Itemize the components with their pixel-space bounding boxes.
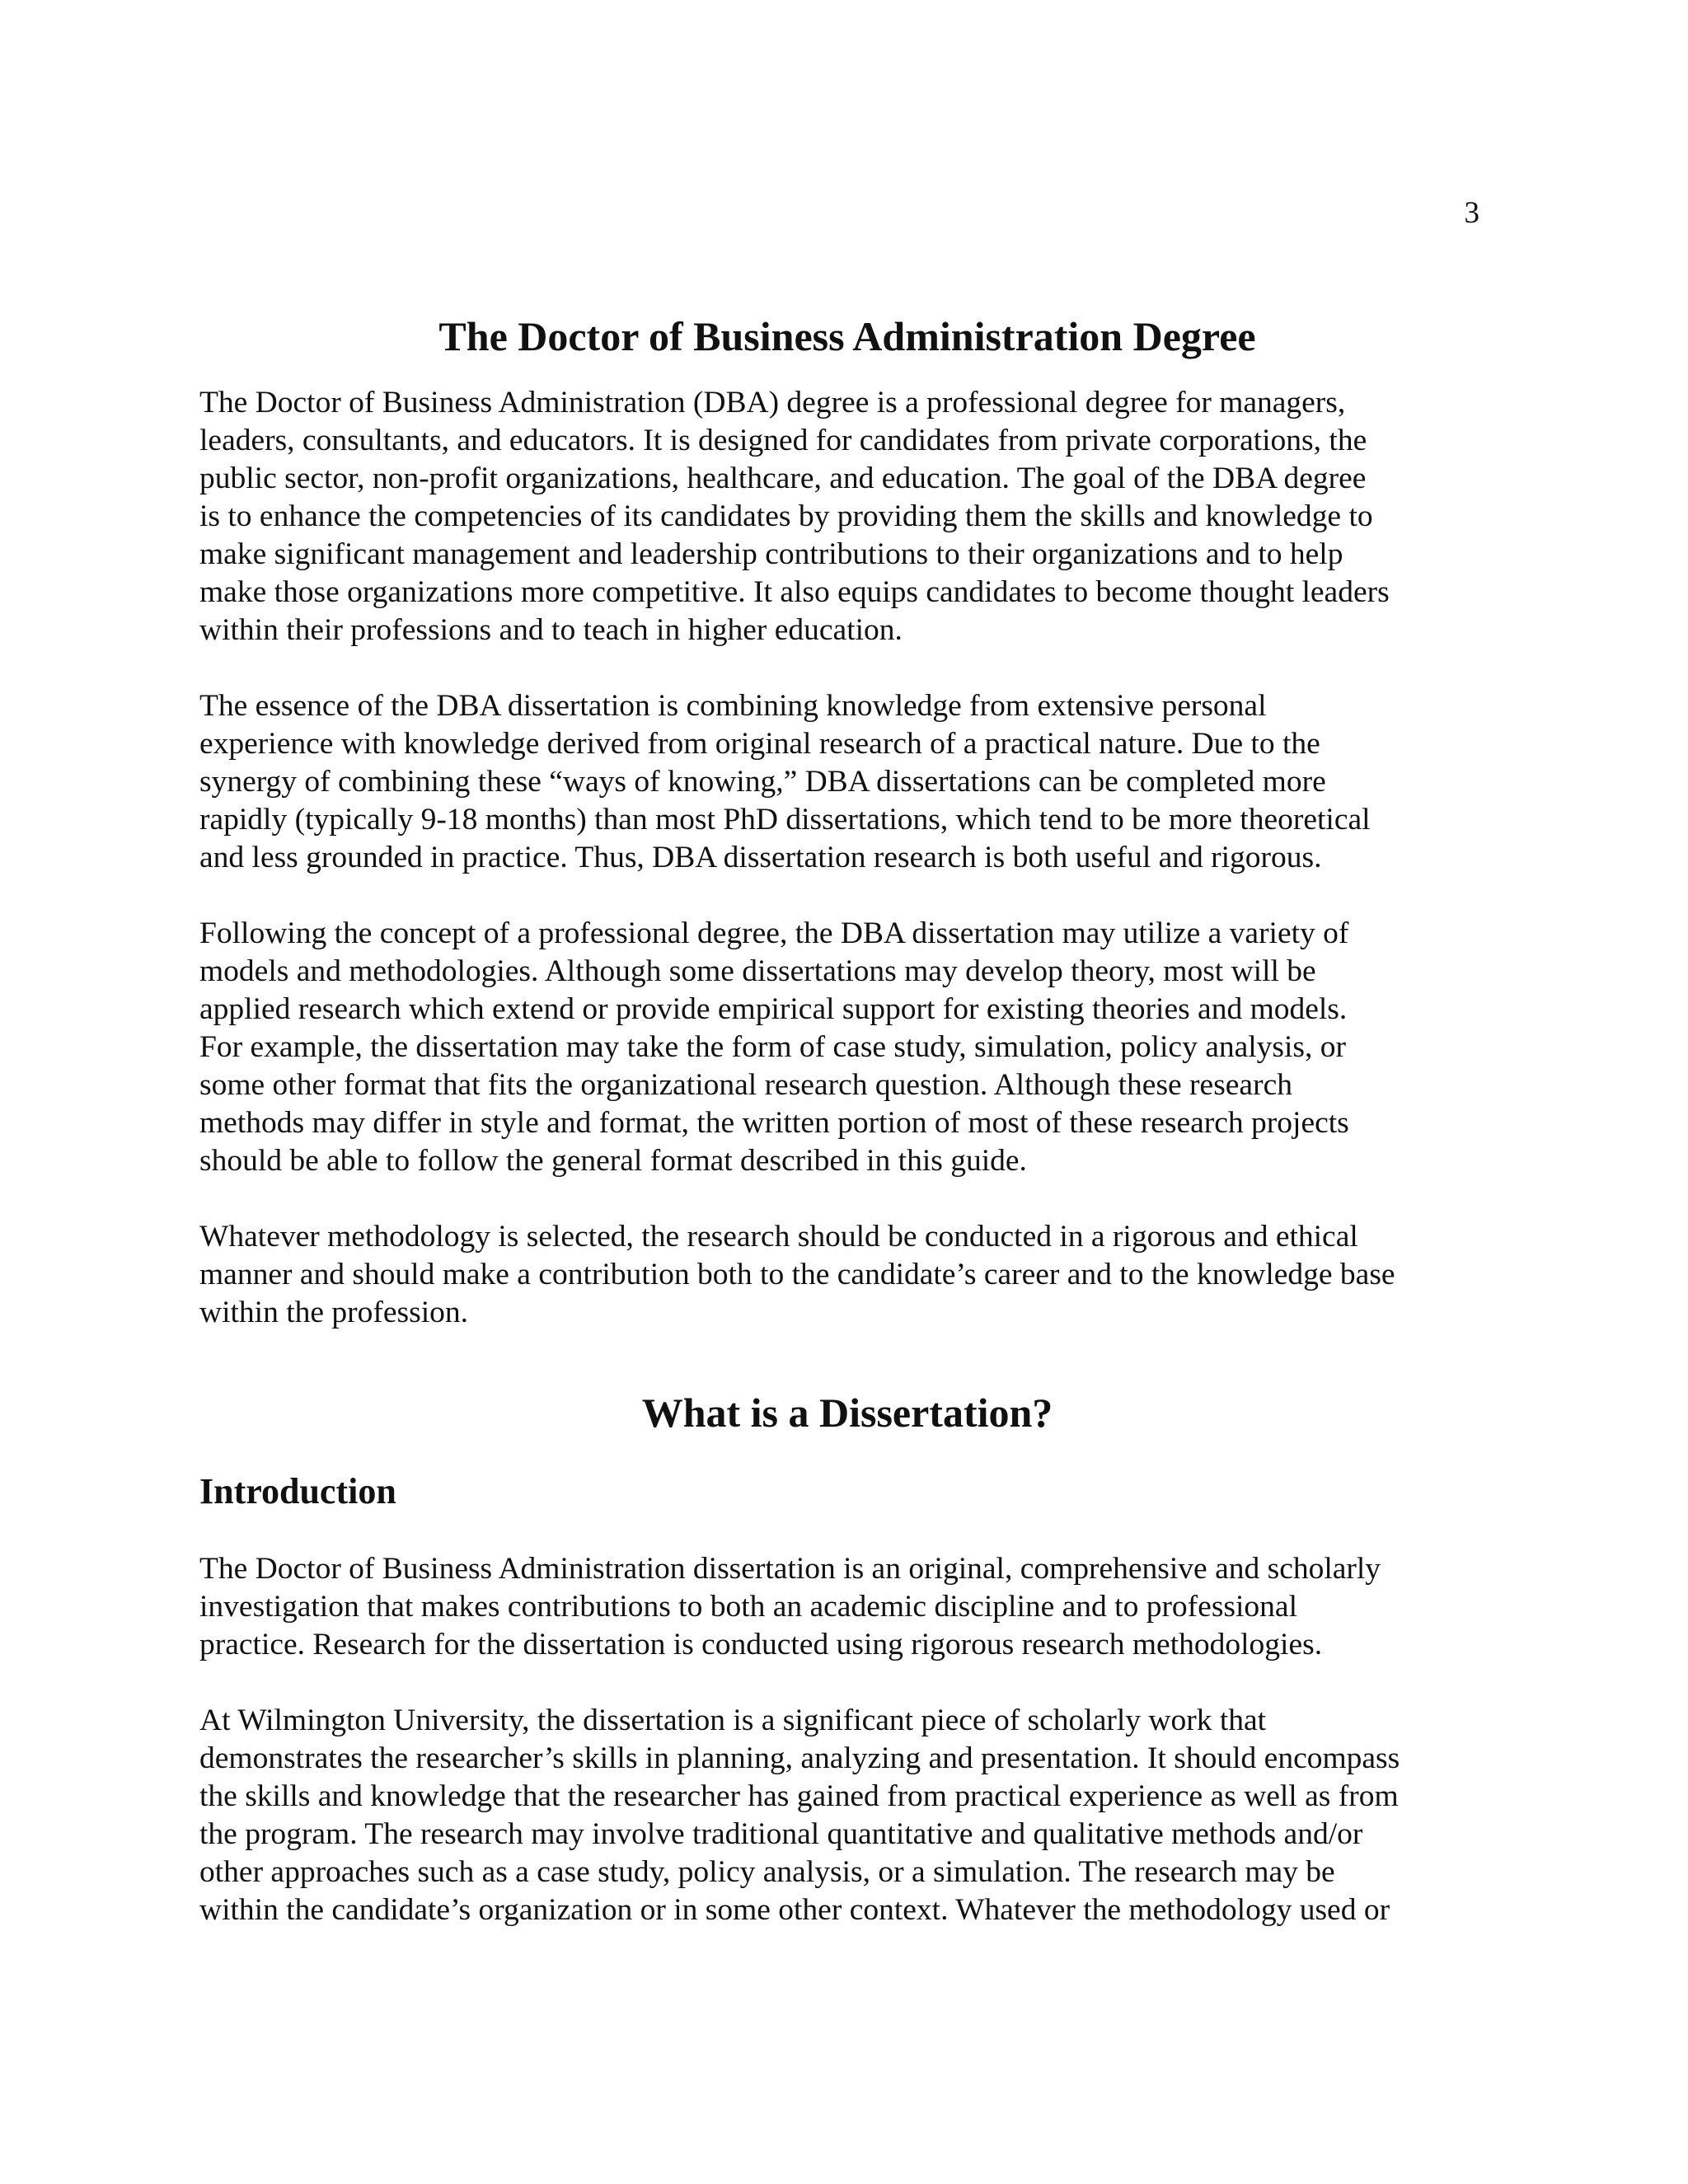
paragraph-dba-definition: The Doctor of Business Administration (DBA) degree is a professional degree for managers, leaders, consultants, and educators. It is designed for candidates from private corporations, the public sector, non-profit organizations, healthcare, and education. The goal of the DBA degree is to enhance the competencies of its candidates by providing them the skills and knowledge to make significant management and leadership contributions to their organizations and to help make those organizations more competitive. It also equips candidates to become thought leaders within their professions and to teach in higher education. xyxy=(199,386,1390,647)
paragraph-dba-ethics: Whatever methodology is selected, the research should be conducted in a rigorous and ethical manner and should make a contribution both to the candidate’s career and to the knowledge base within the profession. xyxy=(199,1220,1395,1329)
section-title: What is a Dissertation? xyxy=(641,1390,1053,1436)
page-title: The Doctor of Business Administration Degree xyxy=(438,313,1256,359)
subsection-title: Introduction xyxy=(199,1471,396,1511)
paragraph-intro-wilmington: At Wilmington University, the dissertation is a significant piece of scholarly work that demonstrates the researcher’s skills in planning, analyzing and presentation. It should encompass the skills and knowledge that the researcher has gained from practical experience as well as from the program. The research may involve traditional quantitative and qualitative methods and/or other approaches such as a case study, policy analysis, or a simulation. The research may be within the candidate’s organization or in some other context. Whatever the methodology used or xyxy=(199,1703,1400,1927)
paragraph-intro-definition: The Doctor of Business Administration dissertation is an original, comprehensive and scholarly investigation that makes contributions to both an academic discipline and to professional practice. Research for the dissertation is conducted using rigorous research methodologies. xyxy=(199,1551,1381,1661)
paragraph-dba-essence: The essence of the DBA dissertation is combining knowledge from extensive personal experience with knowledge derived from original research of a practical nature. Due to the synergy of combining these “ways of knowing,” DBA dissertations can be completed more rapidly (typically 9-18 months) than most PhD dissertations, which tend to be more theoretical and less grounded in practice. Thus, DBA dissertation research is both useful and rigorous. xyxy=(199,689,1371,874)
document-body xyxy=(199,312,1495,1967)
page-number: 3 xyxy=(1464,196,1479,230)
paragraph-dba-methodologies: Following the concept of a professional degree, the DBA dissertation may utilize a variety of models and methodologies. Although some dissertations may develop theory, most will be applied research which extend or provide empirical support for existing theories and models. For example, the dissertation may take the form of case study, simulation, policy analysis, or some other format that fits the organizational research question. Although these research methods may differ in style and format, the written portion of most of these research projects should be able to follow the general format described in this guide. xyxy=(199,916,1349,1178)
